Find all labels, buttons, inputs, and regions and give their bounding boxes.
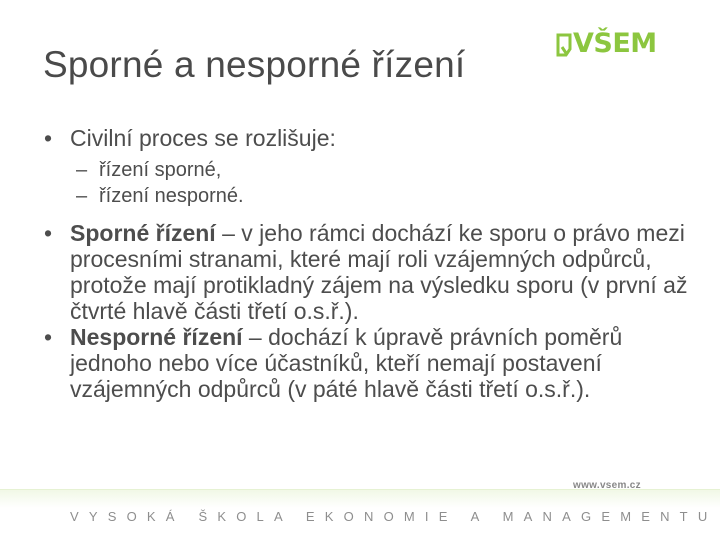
sub-bullet-item — [44, 183, 694, 209]
slide-title: Sporné a nesporné řízení — [43, 44, 466, 85]
footer-band — [0, 490, 720, 508]
logo-text: VŠEM — [573, 28, 657, 59]
bullet-bold-term: Nesporné řízení — [70, 324, 243, 350]
sub-bullet-text: řízení sporné, — [99, 159, 222, 181]
content-bullets — [44, 125, 694, 402]
bullet-text: – dochází k úpravě právních poměrů jednoho nebo více účastníků, kteří nemají postavení vzájemných odpůrců (v páté hlavě části třetí o.s.ř.). — [70, 324, 623, 402]
bullet-bold-term: Sporné řízení — [70, 220, 216, 246]
footer-school-name: VYSOKÁ ŠKOLA EKONOMIE A MANAGEMENTU — [70, 509, 718, 524]
bullet-dot: • — [44, 220, 53, 246]
bullet-item — [44, 125, 694, 151]
bullet-item — [44, 324, 694, 402]
sub-bullet-text: řízení nesporné. — [99, 185, 244, 207]
bullet-text: Civilní proces se rozlišuje: — [70, 125, 336, 151]
sub-bullet-dash: – — [76, 185, 88, 207]
footer-url: www.vsem.cz — [573, 480, 641, 491]
vsem-logo — [556, 28, 657, 60]
bullet-text: – v jeho rámci dochází ke sporu o právo mezi procesními stranami, které mají roli vzájemných odpůrců, protože mají protikladný zájem na výsledku sporu (v první až čtvrté hlavě části třetí o.s.ř.). — [70, 220, 688, 324]
vsem-logo-mark-icon — [556, 33, 574, 57]
bullet-item — [44, 220, 694, 324]
bullet-dot: • — [44, 125, 53, 151]
sub-bullet-item — [44, 157, 694, 183]
sub-bullet-dash: – — [76, 159, 88, 181]
bullet-dot: • — [44, 324, 53, 350]
